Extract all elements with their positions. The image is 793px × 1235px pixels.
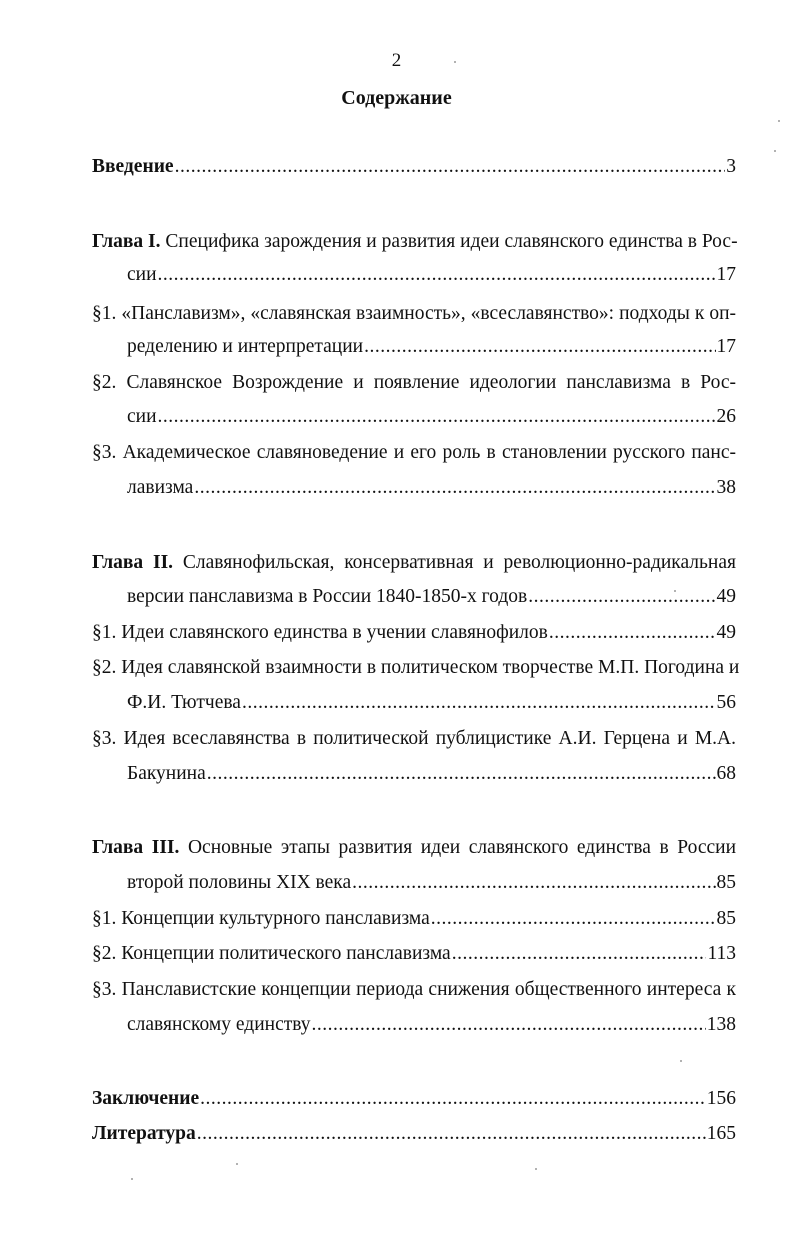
dot-leader [175,154,726,180]
chapter-title-cont: второй половины XIX века [127,872,352,893]
page-number: 2 [391,50,402,71]
section-title-cont: Ф.И. Тютчева [127,692,241,713]
toc-chapter-1[interactable] [92,229,736,255]
section-title: §1. Идеи славянского единства в учении славянофилов [92,622,548,643]
toc-chapter-3[interactable] [92,835,736,861]
chapter-label: Глава I. [92,231,161,252]
toc-section-1-3[interactable] [92,440,736,466]
dot-leader [194,475,715,501]
toc-entry-title: Литература [92,1123,196,1144]
scan-speck [778,120,780,122]
section-title: §3. Академическое славяноведение и его роль в становлении русского панс- [92,442,736,463]
scan-speck [680,1060,682,1062]
dot-leader [431,906,716,932]
toc-section-2-2-cont[interactable] [127,690,736,716]
toc-section-1-2[interactable] [92,370,736,396]
section-title: §3. Панславистские концепции периода снижения общественного интереса к [92,979,736,1000]
section-title-cont: Бакунина [127,763,206,784]
toc-page-number: 85 [716,872,736,893]
toc-page-number: 26 [716,406,736,427]
dot-leader [312,1012,706,1038]
toc-page-number: 17 [716,336,736,357]
toc-section-2-3[interactable] [92,726,736,752]
scan-speck [236,1163,238,1165]
toc-section-1-1-cont[interactable] [127,334,736,360]
section-title: §3. Идея всеславянства в политической публицистике А.И. Герцена и М.А. [92,728,736,749]
toc-page-number: 56 [716,692,736,713]
toc-section-3-1[interactable] [92,906,736,932]
chapter-title: Основные этапы развития идеи славянского единства в России [179,837,737,858]
toc-section-3-2[interactable] [92,941,736,967]
chapter-title-cont: сии [127,264,157,285]
chapter-label: Глава III. [92,837,180,858]
toc-entry-conclusion[interactable] [92,1086,736,1112]
toc-section-3-3[interactable] [92,977,736,1003]
dot-leader [549,620,716,646]
section-title: §2. Концепции политического панславизма [92,943,451,964]
toc-chapter-2-cont[interactable] [127,584,736,610]
section-title: §1. Концепции культурного панславизма [92,908,430,929]
dot-leader [452,941,707,967]
toc-section-3-3-cont[interactable] [127,1012,736,1038]
dot-leader [158,262,716,288]
section-title-cont: сии [127,406,157,427]
scan-speck [454,61,456,63]
toc-page-number: 113 [707,943,736,964]
document-title: Содержание [341,87,452,109]
toc-chapter-2[interactable] [92,550,736,576]
dot-leader [200,1086,706,1112]
toc-page-number: 85 [716,908,736,929]
section-title-cont: лавизма [127,477,194,498]
scan-speck [774,150,776,152]
toc-page-number: 49 [716,622,736,643]
chapter-title: Специфика зарождения и развития идеи славянского единства в Рос- [160,231,738,252]
dot-leader [207,761,716,787]
scan-speck [131,1178,133,1180]
toc-entry-title: Введение [92,156,174,177]
toc-page-number: 49 [716,586,736,607]
toc-section-2-3-cont[interactable] [127,761,736,787]
toc-page-number: 38 [716,477,736,498]
dot-leader [528,584,715,610]
chapter-title: Славянофильская, консервативная и революционно-радикальная [173,552,736,573]
dot-leader [364,334,715,360]
toc-page-number: 138 [706,1014,736,1035]
section-title-cont: славянскому единству [127,1014,311,1035]
toc-entry-introduction[interactable] [92,154,736,180]
toc-page-number: 17 [716,264,736,285]
toc-section-1-3-cont[interactable] [127,475,736,501]
toc-entry-title: Заключение [92,1088,200,1109]
scan-speck [535,1168,537,1170]
toc-chapter-1-cont[interactable] [127,262,736,288]
toc-section-2-2[interactable] [92,655,740,681]
toc-page-number: 3 [726,156,736,177]
chapter-title-cont: версии панславизма в России 1840-1850-х годов [127,586,528,607]
toc-chapter-3-cont[interactable] [127,870,736,896]
scan-speck [674,590,676,592]
chapter-label: Глава II. [92,552,174,573]
dot-leader [242,690,716,716]
toc-page-number: 68 [716,763,736,784]
section-title: §2. Идея славянской взаимности в политическом творчестве М.П. Погодина и [92,657,740,678]
section-title: §2. Славянское Возрождение и появление идеологии панславизма в Рос- [92,372,736,393]
toc-section-1-1[interactable] [92,301,736,327]
toc-page-number: 156 [706,1088,736,1109]
dot-leader [197,1121,706,1147]
toc-entry-literature[interactable] [92,1121,736,1147]
toc-section-2-1[interactable] [92,620,736,646]
dot-leader [352,870,715,896]
section-title-cont: ределению и интерпретации [127,336,364,357]
toc-section-1-2-cont[interactable] [127,404,736,430]
dot-leader [158,404,716,430]
section-title: §1. «Панславизм», «славянская взаимность», «всеславянство»: подходы к оп- [92,303,736,324]
toc-page-number: 165 [706,1123,736,1144]
